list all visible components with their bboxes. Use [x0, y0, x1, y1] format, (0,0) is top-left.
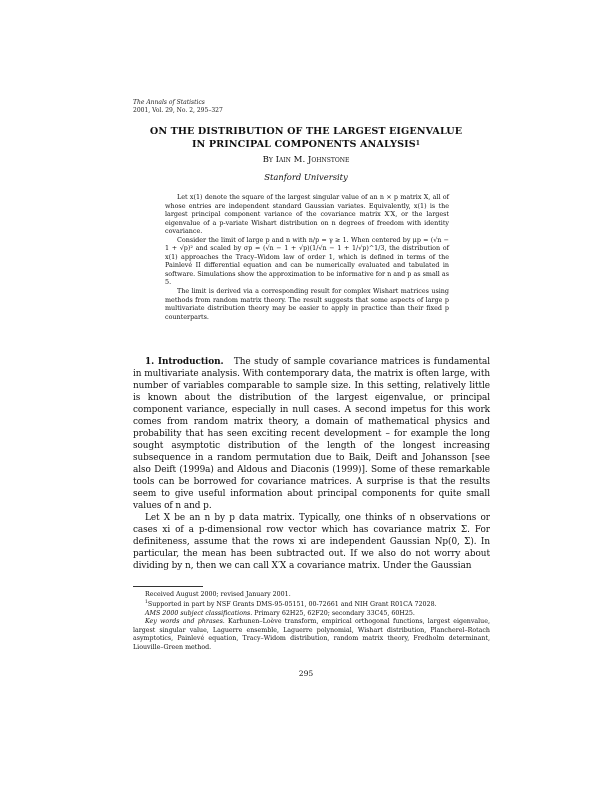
footnote-rule [133, 586, 203, 587]
abstract-paragraph: Let x(1) denote the square of the largest singular value of an n × p matrix X, all of whose entries are independent standard Gaussian variates. Equivalently, x(1) is the largest principal component variance of the covariance matrix X′X, or the largest eigenvalue of a p-variate Wishart distribution on n degrees of freedom with identity covariance. [165, 193, 449, 236]
ams-label: AMS 2000 subject classifications. [145, 609, 253, 617]
support-footnote-mark: 1 [145, 600, 148, 606]
body-paragraph: Let X be an n by p data matrix. Typically, one thinks of n observations or cases xi of a p-dimensional row vector which has covariance matrix Σ. For definiteness, assume that the rows xi are independent Gaussian Np(0, Σ). In particular, the mean has been subtracted out. If we also do not worry about dividing by n, then we can call X′X a covariance matrix. Under the Gaussian [133, 513, 490, 571]
ams-classifications [133, 610, 490, 618]
support-note [133, 599, 490, 610]
keywords-label: Key words and phrases. [145, 618, 225, 626]
volume-info: 2001, Vol. 29, No. 2, 295–327 [133, 106, 223, 114]
abstract [165, 193, 449, 321]
keywords [133, 618, 490, 652]
affiliation: Stanford University [264, 172, 348, 182]
journal-header [133, 99, 223, 114]
paper-title [100, 125, 512, 151]
abstract-paragraph: The limit is derived via a corresponding result for complex Wishart matrices using methods from random matrix theory. The result suggests that some aspects of large p multivariate distribution theory may be easier to apply in practice than their fixed p counterparts. [165, 287, 449, 321]
introduction-section [133, 356, 490, 572]
body-paragraph-text: The study of sample covariance matrices is fundamental in multivariate analysis. With contemporary data, the matrix is often large, with number of variables comparable to sample size. In this setting, relatively little is known about the distribution of the largest eigenvalue, or principal component variance, especially in null cases. A second impetus for this work comes from random matrix theory, a domain of mathematical physics and probability that has seen exciting recent development – for example the long sought asymptotic distribution of the length of the longest increasing subsequence in a random permutation due to Baik, Deift and Johansson [see also Deift (1999a) and Aldous and Diaconis (1999)]. Some of these remarkable tools can be borrowed for covariance matrices. A surprise is that the results seem to give useful information about principal components for quite small values of n and p. [133, 357, 490, 511]
journal-name: The Annals of Statistics [133, 99, 205, 106]
footnotes [133, 591, 490, 652]
title-footnote-mark: 1 [415, 140, 421, 147]
support-text: Supported in part by NSF Grants DMS-95-05151, 00-72661 and NIH Grant R01CA 72028. [147, 601, 437, 609]
section-heading: 1. Introduction. [145, 357, 224, 367]
title-line-1: ON THE DISTRIBUTION OF THE LARGEST EIGENVALUE [149, 126, 463, 137]
abstract-paragraph: Consider the limit of large p and n with n/p = γ ≥ 1. When centered by μp = (√n − 1 + √p)² and scaled by σp = (√n − 1 + √p)(1/√n − 1 + 1/√p)^1/3, the distribution of x(1) approaches the Tracy–Widom law of order 1, which is defined in terms of the Painlevé II differential equation and can be numerically evaluated and tabulated in software. Simulations show the approximation to be informative for n and p as small as 5. [165, 235, 449, 287]
ams-text: Primary 62H25, 62F20; secondary 33C45, 60H25. [254, 609, 415, 617]
body-paragraph [133, 356, 490, 512]
received-note: Received August 2000; revised January 2001. [145, 591, 291, 598]
title-line-2: IN PRINCIPAL COMPONENTS ANALYSIS [191, 139, 416, 150]
author: By Iain M. Johnstone [262, 155, 350, 165]
keywords-text: Karhunen–Loève transform, empirical orthogonal functions, largest eigenvalue, largest singular value, Laguerre ensemble, Laguerre polynomial, Wishart distribution, Plancherel–Rotach asymptotics, Painlevé equation, Tracy–Widom distribution, random matrix theory, Fredholm determinant, Liouville–Green method. [133, 618, 490, 651]
page-number: 295 [298, 669, 314, 678]
